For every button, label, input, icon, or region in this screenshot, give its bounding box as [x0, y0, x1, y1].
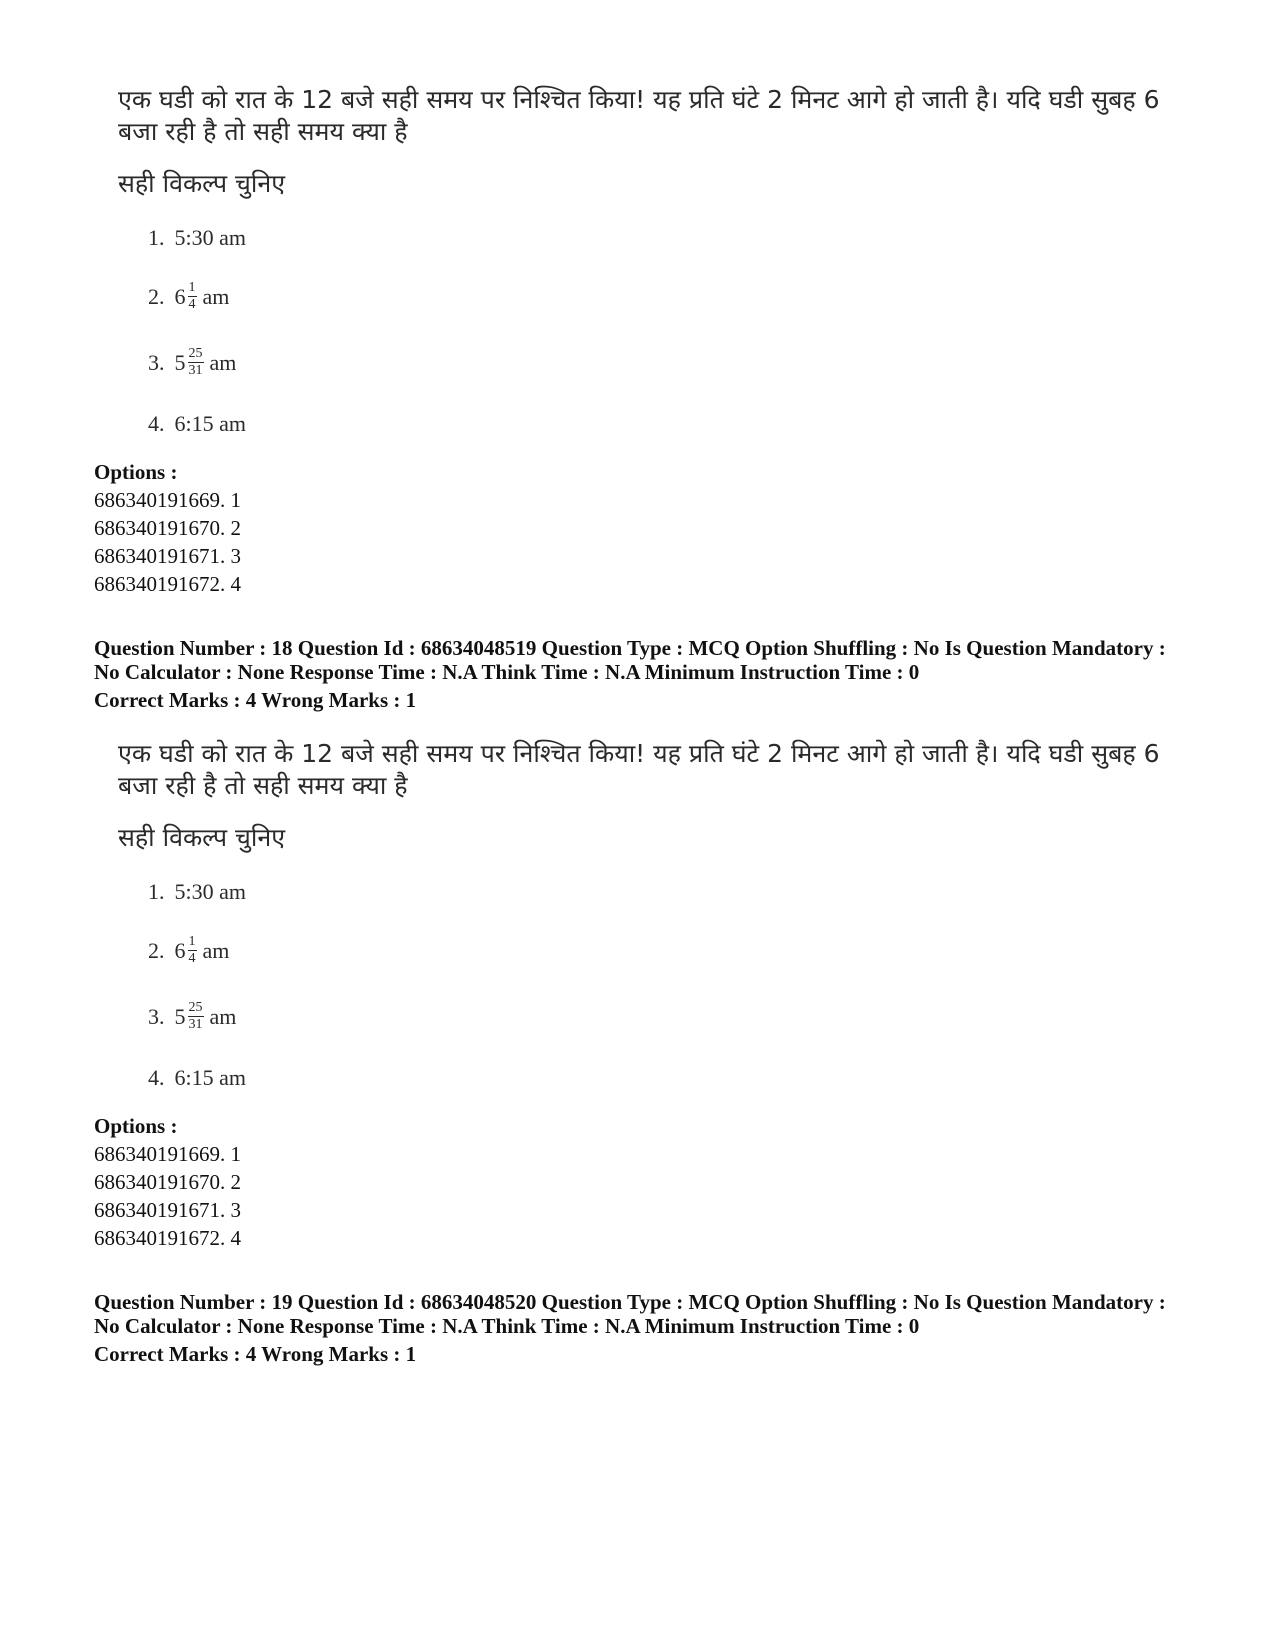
choice-1: [148, 878, 246, 906]
fraction-numerator: 25: [188, 346, 203, 361]
choice-fraction: [188, 280, 197, 313]
option-line: 686340191671. 3: [94, 1198, 241, 1222]
choice-number: 1.: [148, 879, 165, 904]
question-text: एक घडी को रात के 12 बजे सही समय पर निश्चित किया! यह प्रति घंटे 2 मिनट आगे हो जाती है। यदि घडी सुबह 6 बजा रही है तो सही समय क्या है: [118, 739, 1160, 800]
fraction-numerator: 1: [188, 280, 196, 295]
option-line: 686340191671. 3: [94, 544, 241, 568]
choice-whole: 5: [174, 1003, 186, 1029]
choice-fraction: [188, 1000, 204, 1033]
question-instruction: सही विकल्प चुनिए: [118, 823, 286, 852]
choice-text: 5:30 am: [174, 879, 246, 904]
fraction-numerator: 1: [188, 934, 196, 949]
choice-number: 1.: [148, 225, 165, 250]
option-line: 686340191670. 2: [94, 1170, 241, 1194]
choice-number: 3.: [148, 1003, 165, 1029]
fraction-denominator: 31: [188, 363, 203, 378]
question-meta-line: No Calculator : None Response Time : N.A Think Time : N.A Minimum Instruction Time : 0: [94, 660, 920, 684]
fraction-denominator: 4: [188, 297, 196, 312]
question-meta-line: Question Number : 19 Question Id : 68634048520 Question Type : MCQ Option Shuffling : No Is Question Mandatory :: [94, 1290, 1166, 1314]
choice-whole: 6: [174, 283, 186, 309]
question-meta-line: No Calculator : None Response Time : N.A Think Time : N.A Minimum Instruction Time : 0: [94, 1314, 920, 1338]
question-meta-line: Question Number : 18 Question Id : 68634048519 Question Type : MCQ Option Shuffling : No Is Question Mandatory :: [94, 636, 1166, 660]
choice-number: 3.: [148, 349, 165, 375]
question-instruction: सही विकल्प चुनिए: [118, 169, 286, 198]
choice-text: 5:30 am: [174, 225, 246, 250]
question-marks: Correct Marks : 4 Wrong Marks : 1: [94, 1342, 417, 1366]
choice-text: 6:15 am: [174, 1065, 246, 1090]
choice-1: [148, 224, 246, 252]
option-line: 686340191672. 4: [94, 1226, 241, 1250]
option-line: 686340191669. 1: [94, 488, 241, 512]
fraction-denominator: 31: [188, 1017, 203, 1032]
choice-3: [148, 1000, 236, 1033]
fraction-denominator: 4: [188, 951, 196, 966]
option-line: 686340191670. 2: [94, 516, 241, 540]
choice-4: [148, 410, 246, 438]
choice-number: 2.: [148, 937, 165, 963]
options-label: Options :: [94, 460, 178, 484]
choice-suffix: am: [209, 1003, 237, 1029]
choice-whole: 5: [174, 349, 186, 375]
fraction-numerator: 25: [188, 1000, 203, 1015]
question-text: एक घडी को रात के 12 बजे सही समय पर निश्चित किया! यह प्रति घंटे 2 मिनट आगे हो जाती है। यदि घडी सुबह 6 बजा रही है तो सही समय क्या है: [118, 85, 1160, 146]
choice-whole: 6: [174, 937, 186, 963]
choice-text: 6:15 am: [174, 411, 246, 436]
choice-number: 2.: [148, 283, 165, 309]
choice-suffix: am: [202, 937, 230, 963]
choice-number: 4.: [148, 411, 165, 436]
choice-suffix: am: [209, 349, 237, 375]
option-line: 686340191672. 4: [94, 572, 241, 596]
choice-2: [148, 934, 229, 967]
choice-3: [148, 346, 236, 379]
choice-suffix: am: [202, 283, 230, 309]
choice-fraction: [188, 346, 204, 379]
choice-fraction: [188, 934, 197, 967]
options-label: Options :: [94, 1114, 178, 1138]
choice-number: 4.: [148, 1065, 165, 1090]
option-line: 686340191669. 1: [94, 1142, 241, 1166]
choice-4: [148, 1064, 246, 1092]
choice-2: [148, 280, 229, 313]
question-marks: Correct Marks : 4 Wrong Marks : 1: [94, 688, 417, 712]
